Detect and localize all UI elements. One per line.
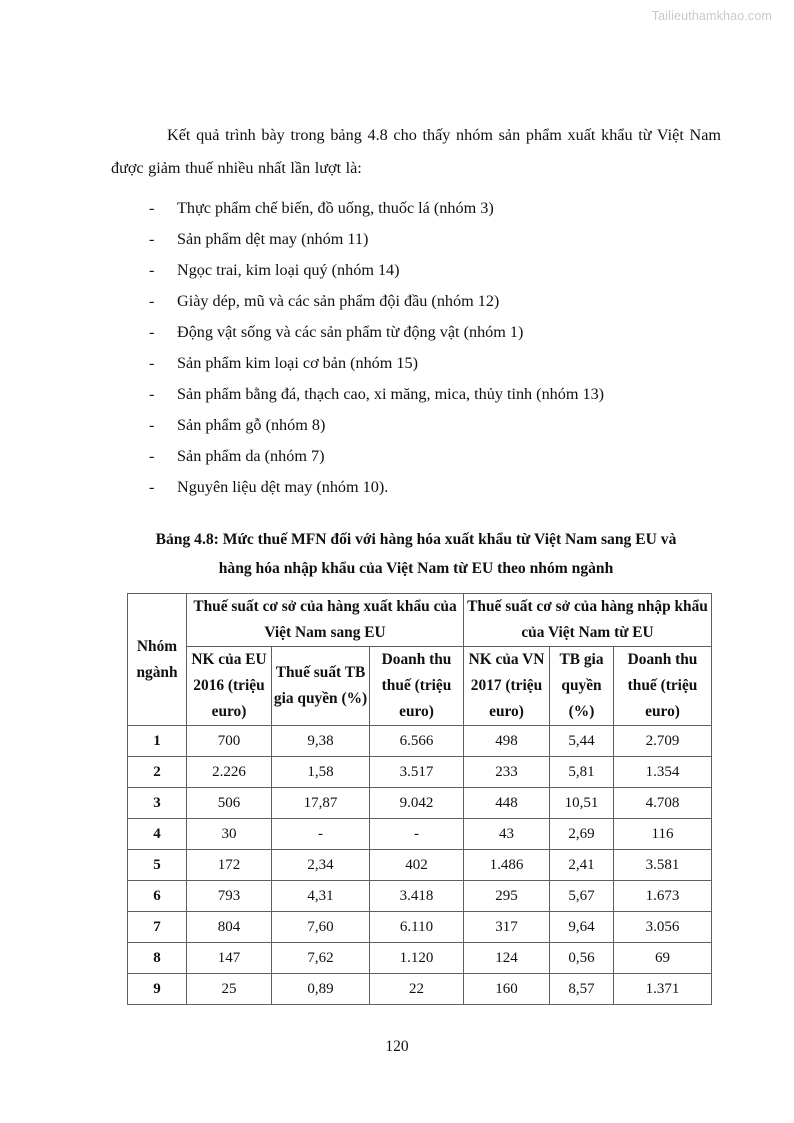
cell-eu-revenue: 1.120 <box>370 943 464 974</box>
cell-eu-rate: 9,38 <box>272 726 370 757</box>
cell-vn-import-2017: 43 <box>464 819 550 850</box>
list-item <box>111 472 721 503</box>
cell-eu-import-2016: 30 <box>187 819 272 850</box>
table-caption <box>111 525 721 583</box>
dash-bullet-icon: - <box>149 447 155 465</box>
cell-eu-import-2016: 172 <box>187 850 272 881</box>
cell-group: 6 <box>128 881 187 912</box>
cell-eu-rate: 1,58 <box>272 757 370 788</box>
list-item <box>111 410 721 441</box>
header-group-import-from-eu: Thuế suất cơ sở của hàng nhập khẩu của Việt Nam từ EU <box>464 594 712 647</box>
table-row <box>128 943 712 974</box>
intro-paragraph: Kết quả trình bày trong bảng 4.8 cho thấy nhóm sản phẩm xuất khẩu từ Việt Nam được giảm thuế nhiều nhất lần lượt là: <box>111 126 721 177</box>
list-item-label: Sản phẩm da (nhóm 7) <box>177 447 325 465</box>
list-item <box>111 286 721 317</box>
cell-vn-revenue: 4.708 <box>614 788 712 819</box>
cell-eu-rate: 17,87 <box>272 788 370 819</box>
cell-vn-import-2017: 498 <box>464 726 550 757</box>
cell-vn-import-2017: 124 <box>464 943 550 974</box>
cell-group: 5 <box>128 850 187 881</box>
tariff-table <box>127 593 712 1005</box>
list-item-label: Sản phẩm kim loại cơ bản (nhóm 15) <box>177 354 418 372</box>
cell-vn-rate: 2,69 <box>550 819 614 850</box>
header-eu-avg-rate: Thuế suất TB gia quyền (%) <box>272 647 370 726</box>
cell-eu-import-2016: 147 <box>187 943 272 974</box>
cell-vn-revenue: 1.673 <box>614 881 712 912</box>
cell-vn-import-2017: 1.486 <box>464 850 550 881</box>
cell-eu-rate: 0,89 <box>272 974 370 1005</box>
dash-bullet-icon: - <box>149 354 155 372</box>
list-item-label: Thực phẩm chế biến, đồ uống, thuốc lá (nhóm 3) <box>177 199 494 217</box>
cell-eu-rate: - <box>272 819 370 850</box>
dash-bullet-icon: - <box>149 292 155 310</box>
cell-vn-rate: 10,51 <box>550 788 614 819</box>
list-item-label: Nguyên liệu dệt may (nhóm 10). <box>177 478 389 496</box>
cell-vn-revenue: 116 <box>614 819 712 850</box>
cell-eu-revenue: 3.517 <box>370 757 464 788</box>
cell-eu-revenue: 402 <box>370 850 464 881</box>
list-item-label: Sản phẩm gỗ (nhóm 8) <box>177 416 326 434</box>
cell-vn-rate: 5,67 <box>550 881 614 912</box>
watermark: Tailieuthamkhao.com <box>651 9 772 23</box>
list-item <box>111 379 721 410</box>
cell-vn-import-2017: 233 <box>464 757 550 788</box>
cell-eu-revenue: 9.042 <box>370 788 464 819</box>
cell-eu-revenue: 6.566 <box>370 726 464 757</box>
dash-bullet-icon: - <box>149 478 155 496</box>
cell-group: 1 <box>128 726 187 757</box>
list-item-label: Sản phẩm dệt may (nhóm 11) <box>177 230 369 248</box>
table-body <box>128 726 712 1005</box>
cell-vn-revenue: 3.056 <box>614 912 712 943</box>
cell-vn-revenue: 1.354 <box>614 757 712 788</box>
cell-vn-revenue: 3.581 <box>614 850 712 881</box>
cell-group: 9 <box>128 974 187 1005</box>
table-caption-line-1: Bảng 4.8: Mức thuế MFN đối với hàng hóa xuất khẩu từ Việt Nam sang EU và <box>155 531 677 548</box>
list-item <box>111 224 721 255</box>
cell-eu-rate: 4,31 <box>272 881 370 912</box>
table-row <box>128 757 712 788</box>
cell-vn-import-2017: 317 <box>464 912 550 943</box>
table-head <box>128 594 712 726</box>
cell-group: 8 <box>128 943 187 974</box>
dash-bullet-icon: - <box>149 385 155 403</box>
cell-vn-rate: 5,81 <box>550 757 614 788</box>
list-item <box>111 348 721 379</box>
document-content <box>111 119 721 1005</box>
cell-group: 2 <box>128 757 187 788</box>
table-header-row-subs <box>128 647 712 726</box>
table-caption-line-2: hàng hóa nhập khẩu của Việt Nam từ EU theo nhóm ngành <box>218 560 614 577</box>
cell-vn-import-2017: 160 <box>464 974 550 1005</box>
dash-bullet-icon: - <box>149 323 155 341</box>
list-item-label: Ngọc trai, kim loại quý (nhóm 14) <box>177 261 400 279</box>
dash-bullet-icon: - <box>149 199 155 217</box>
cell-eu-rate: 2,34 <box>272 850 370 881</box>
table-row <box>128 881 712 912</box>
list-item-label: Sản phẩm bằng đá, thạch cao, xi măng, mica, thủy tinh (nhóm 13) <box>177 385 605 403</box>
cell-group: 7 <box>128 912 187 943</box>
cell-eu-revenue: 6.110 <box>370 912 464 943</box>
header-vn-avg-rate: TB gia quyền (%) <box>550 647 614 726</box>
header-vn-import-2017: NK của VN 2017 (triệu euro) <box>464 647 550 726</box>
cell-vn-rate: 2,41 <box>550 850 614 881</box>
dash-bullet-icon: - <box>149 261 155 279</box>
header-eu-import-2016: NK của EU 2016 (triệu euro) <box>187 647 272 726</box>
list-item <box>111 441 721 472</box>
table-row <box>128 912 712 943</box>
cell-vn-rate: 9,64 <box>550 912 614 943</box>
header-vn-tax-revenue: Doanh thu thuế (triệu euro) <box>614 647 712 726</box>
cell-group: 3 <box>128 788 187 819</box>
cell-eu-revenue: 3.418 <box>370 881 464 912</box>
cell-eu-import-2016: 793 <box>187 881 272 912</box>
table-row <box>128 974 712 1005</box>
cell-eu-rate: 7,62 <box>272 943 370 974</box>
list-item-label: Giày dép, mũ và các sản phẩm đội đầu (nhóm 12) <box>177 292 500 310</box>
cell-vn-import-2017: 448 <box>464 788 550 819</box>
list-item <box>111 317 721 348</box>
header-eu-tax-revenue: Doanh thu thuế (triệu euro) <box>370 647 464 726</box>
cell-eu-revenue: 22 <box>370 974 464 1005</box>
cell-vn-import-2017: 295 <box>464 881 550 912</box>
dash-bullet-icon: - <box>149 230 155 248</box>
cell-vn-revenue: 1.371 <box>614 974 712 1005</box>
tariff-table-container <box>127 593 711 1005</box>
cell-eu-import-2016: 804 <box>187 912 272 943</box>
cell-eu-rate: 7,60 <box>272 912 370 943</box>
table-row <box>128 726 712 757</box>
page-number: 120 <box>385 1038 409 1055</box>
cell-vn-rate: 0,56 <box>550 943 614 974</box>
cell-eu-import-2016: 700 <box>187 726 272 757</box>
cell-vn-revenue: 69 <box>614 943 712 974</box>
cell-group: 4 <box>128 819 187 850</box>
cell-vn-rate: 5,44 <box>550 726 614 757</box>
table-row <box>128 788 712 819</box>
cell-eu-revenue: - <box>370 819 464 850</box>
dash-bullet-icon: - <box>149 416 155 434</box>
header-group-export-to-eu: Thuế suất cơ sở của hàng xuất khẩu của Việt Nam sang EU <box>187 594 464 647</box>
table-row <box>128 850 712 881</box>
cell-eu-import-2016: 25 <box>187 974 272 1005</box>
list-item-label: Động vật sống và các sản phẩm từ động vật (nhóm 1) <box>177 323 524 341</box>
cell-vn-rate: 8,57 <box>550 974 614 1005</box>
list-item <box>111 193 721 224</box>
header-group-industry: Nhóm ngành <box>128 594 187 726</box>
table-row <box>128 819 712 850</box>
cell-eu-import-2016: 506 <box>187 788 272 819</box>
table-header-row-groups <box>128 594 712 647</box>
cell-vn-revenue: 2.709 <box>614 726 712 757</box>
product-group-list <box>111 193 721 503</box>
cell-eu-import-2016: 2.226 <box>187 757 272 788</box>
list-item <box>111 255 721 286</box>
